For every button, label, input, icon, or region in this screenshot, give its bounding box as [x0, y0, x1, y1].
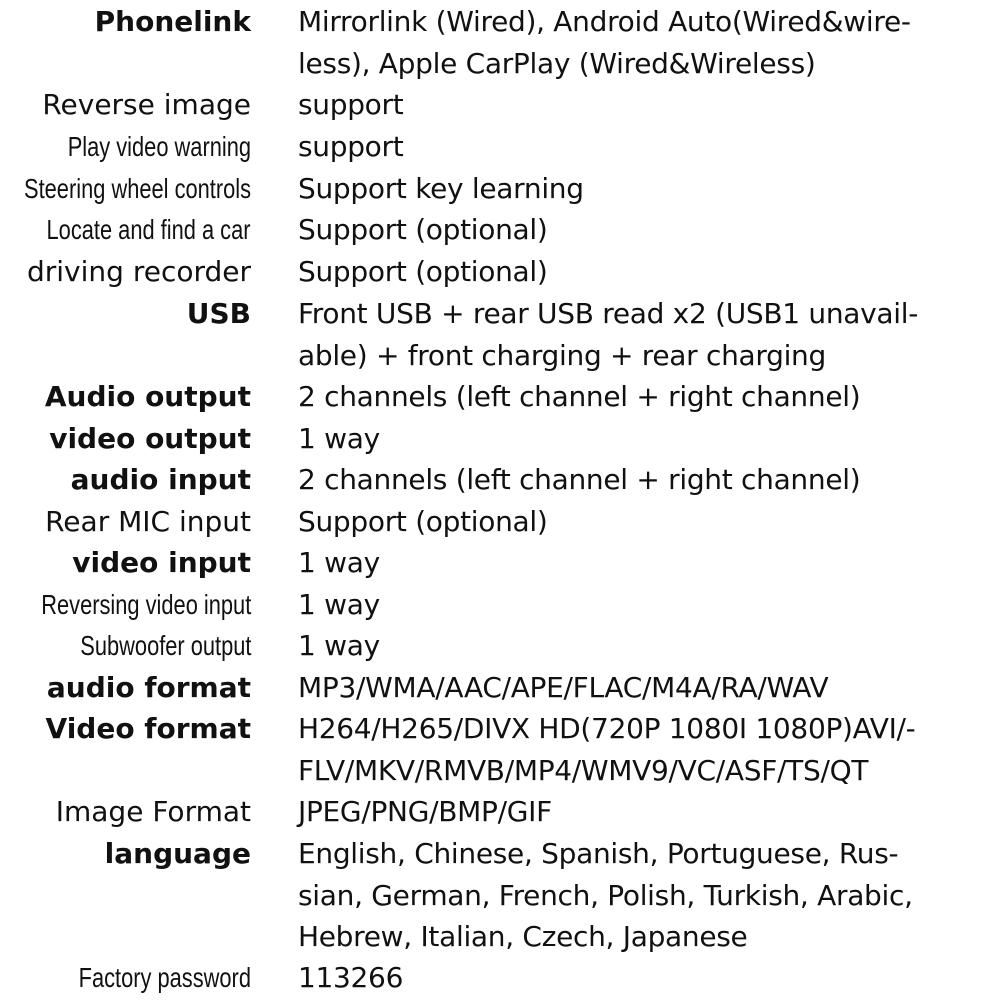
spec-label: USB	[186, 297, 251, 330]
spec-label: language	[104, 837, 251, 870]
spec-label: Rear MIC input	[45, 505, 251, 538]
spec-label: Factory password	[78, 962, 251, 993]
spec-value: H264/H265/DIVX HD(720P 1080I 1080P)AVI/- FLV/MKV/RMVB/MP4/WMV9/VC/ASF/TS/QT	[298, 712, 916, 787]
spec-label: Reversing video input	[40, 589, 251, 620]
spec-value: Support (optional)	[298, 255, 548, 288]
spec-value: 2 channels (left channel + right channel)	[298, 380, 861, 413]
spec-value: English, Chinese, Spanish, Portuguese, Rus- sian, German, French, Polish, Turkish, Arabic, Hebrew, Italian, Czech, Japanese	[298, 837, 913, 953]
spec-label: Phonelink	[94, 5, 251, 38]
spec-label: audio input	[70, 463, 251, 496]
spec-value: 1 way	[298, 629, 380, 662]
spec-value: support	[298, 130, 404, 163]
spec-value: 2 channels (left channel + right channel)	[298, 463, 861, 496]
spec-label: Audio output	[44, 380, 251, 413]
spec-label: Video format	[45, 712, 251, 745]
spec-value: Support (optional)	[298, 213, 548, 246]
spec-value: Mirrorlink (Wired), Android Auto(Wired&wire- less), Apple CarPlay (Wired&Wireless)	[298, 5, 911, 80]
spec-value: JPEG/PNG/BMP/GIF	[298, 795, 552, 828]
spec-label: video input	[72, 546, 251, 579]
spec-label: Reverse image	[42, 88, 251, 121]
spec-label: Image Format	[55, 795, 251, 828]
spec-label: Steering wheel controls	[23, 173, 251, 204]
spec-value: Support (optional)	[298, 505, 548, 538]
spec-label: audio format	[46, 671, 251, 704]
spec-value: 1 way	[298, 422, 380, 455]
spec-label: Play video warning	[67, 131, 251, 162]
spec-value: Support key learning	[298, 172, 584, 205]
spec-label: Subwoofer output	[79, 630, 251, 661]
spec-value: 1 way	[298, 546, 380, 579]
spec-label: Locate and find a car	[47, 214, 251, 245]
spec-label: driving recorder	[26, 255, 251, 288]
spec-label: video output	[49, 422, 251, 455]
spec-value: support	[298, 88, 404, 121]
spec-value: MP3/WMA/AAC/APE/FLAC/M4A/RA/WAV	[298, 671, 829, 704]
spec-value: 1 way	[298, 588, 380, 621]
spec-value: 113266	[298, 961, 404, 994]
spec-value: Front USB + rear USB read x2 (USB1 unavail- able) + front charging + rear charging	[298, 297, 919, 372]
